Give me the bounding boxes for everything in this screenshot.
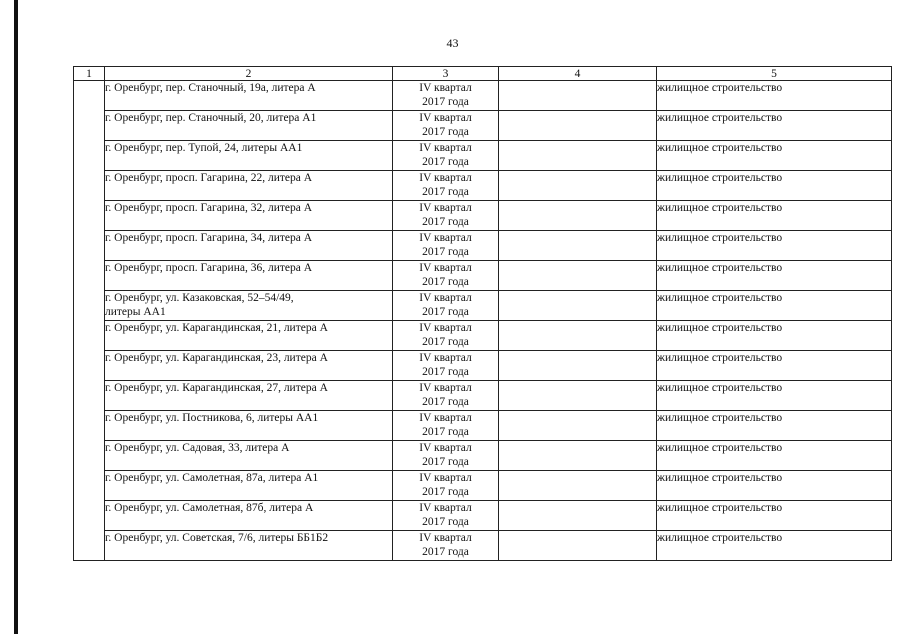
empty-cell [499, 501, 657, 531]
empty-cell [499, 531, 657, 561]
empty-cell [499, 441, 657, 471]
period-line: IV квартал [419, 412, 472, 424]
table-row [74, 111, 892, 141]
period-line: 2017 года [422, 156, 469, 168]
period-cell [393, 441, 499, 471]
period-line: 2017 года [422, 96, 469, 108]
purpose-cell: жилищное строительство [657, 231, 892, 261]
purpose-cell: жилищное строительство [657, 351, 892, 381]
period-cell [393, 141, 499, 171]
purpose-cell: жилищное строительство [657, 501, 892, 531]
table-row [74, 381, 892, 411]
period-cell [393, 531, 499, 561]
address-line: г. Оренбург, ул. Карагандинская, 23, литера А [105, 352, 328, 364]
empty-cell [499, 111, 657, 141]
period-line: IV квартал [419, 532, 472, 544]
period-line: IV квартал [419, 202, 472, 214]
period-line: 2017 года [422, 336, 469, 348]
period-line: 2017 года [422, 516, 469, 528]
empty-cell [499, 171, 657, 201]
header-col-3: 3 [393, 67, 499, 81]
table-row [74, 321, 892, 351]
land-plots-table [73, 66, 892, 561]
address-line: г. Оренбург, ул. Постникова, 6, литеры АА1 [105, 412, 319, 424]
table-row [74, 501, 892, 531]
address-line: г. Оренбург, ул. Самолетная, 87б, литера А [105, 502, 314, 514]
period-line: 2017 года [422, 366, 469, 378]
row-number-cell [74, 441, 105, 471]
row-number-cell [74, 111, 105, 141]
address-cell [105, 261, 393, 291]
period-line: 2017 года [422, 186, 469, 198]
address-line: г. Оренбург, пер. Тупой, 24, литеры АА1 [105, 142, 303, 154]
address-cell [105, 471, 393, 501]
address-line: г. Оренбург, ул. Самолетная, 87а, литера А1 [105, 472, 319, 484]
period-line: IV квартал [419, 232, 472, 244]
row-number-cell [74, 501, 105, 531]
row-number-cell [74, 291, 105, 321]
period-line: 2017 года [422, 246, 469, 258]
period-cell [393, 81, 499, 111]
period-cell [393, 351, 499, 381]
period-cell [393, 411, 499, 441]
address-line: г. Оренбург, ул. Карагандинская, 21, литера А [105, 322, 328, 334]
purpose-cell: жилищное строительство [657, 111, 892, 141]
table-row [74, 141, 892, 171]
page-number: 43 [446, 36, 459, 50]
table-row [74, 291, 892, 321]
address-cell [105, 351, 393, 381]
table-row [74, 171, 892, 201]
address-line: г. Оренбург, просп. Гагарина, 36, литера А [105, 262, 313, 274]
row-number-cell [74, 81, 105, 111]
empty-cell [499, 201, 657, 231]
period-cell [393, 171, 499, 201]
period-cell [393, 501, 499, 531]
period-line: IV квартал [419, 142, 472, 154]
period-cell [393, 261, 499, 291]
period-cell [393, 471, 499, 501]
row-number-cell [74, 231, 105, 261]
purpose-cell: жилищное строительство [657, 441, 892, 471]
table-row [74, 351, 892, 381]
period-line: IV квартал [419, 172, 472, 184]
period-line: 2017 года [422, 426, 469, 438]
period-line: IV квартал [419, 322, 472, 334]
period-line: 2017 года [422, 486, 469, 498]
purpose-cell: жилищное строительство [657, 471, 892, 501]
period-cell [393, 111, 499, 141]
period-line: IV квартал [419, 442, 472, 454]
period-line: IV квартал [419, 472, 472, 484]
address-line: г. Оренбург, просп. Гагарина, 32, литера А [105, 202, 313, 214]
period-cell [393, 381, 499, 411]
purpose-cell: жилищное строительство [657, 171, 892, 201]
period-cell [393, 291, 499, 321]
purpose-cell: жилищное строительство [657, 81, 892, 111]
purpose-cell: жилищное строительство [657, 321, 892, 351]
row-number-cell [74, 141, 105, 171]
empty-cell [499, 291, 657, 321]
purpose-cell: жилищное строительство [657, 411, 892, 441]
row-number-cell [74, 351, 105, 381]
table-body [74, 81, 892, 561]
empty-cell [499, 231, 657, 261]
address-cell [105, 441, 393, 471]
period-line: IV квартал [419, 352, 472, 364]
row-number-cell [74, 411, 105, 441]
period-line: 2017 года [422, 306, 469, 318]
empty-cell [499, 141, 657, 171]
purpose-cell: жилищное строительство [657, 141, 892, 171]
table-row [74, 81, 892, 111]
row-number-cell [74, 201, 105, 231]
period-line: IV квартал [419, 262, 472, 274]
table-row [74, 231, 892, 261]
address-line: г. Оренбург, ул. Карагандинская, 27, литера А [105, 382, 328, 394]
period-line: IV квартал [419, 292, 472, 304]
empty-cell [499, 261, 657, 291]
row-number-cell [74, 171, 105, 201]
address-cell [105, 141, 393, 171]
purpose-cell: жилищное строительство [657, 201, 892, 231]
address-line: г. Оренбург, ул. Советская, 7/6, литеры ББ1Б2 [105, 532, 329, 544]
header-col-4: 4 [499, 67, 657, 81]
table-row [74, 411, 892, 441]
address-cell [105, 501, 393, 531]
address-cell [105, 321, 393, 351]
address-cell [105, 201, 393, 231]
address-line: литеры АА1 [105, 306, 166, 318]
period-line: IV квартал [419, 82, 472, 94]
address-cell [105, 531, 393, 561]
table-row [74, 261, 892, 291]
empty-cell [499, 411, 657, 441]
period-line: IV квартал [419, 502, 472, 514]
empty-cell [499, 351, 657, 381]
period-line: 2017 года [422, 396, 469, 408]
row-number-cell [74, 381, 105, 411]
purpose-cell: жилищное строительство [657, 531, 892, 561]
row-number-cell [74, 321, 105, 351]
purpose-cell: жилищное строительство [657, 381, 892, 411]
purpose-cell: жилищное строительство [657, 261, 892, 291]
address-cell [105, 231, 393, 261]
address-line: г. Оренбург, ул. Казаковская, 52–54/49, [105, 292, 294, 304]
address-cell [105, 291, 393, 321]
address-line: г. Оренбург, просп. Гагарина, 34, литера А [105, 232, 313, 244]
address-line: г. Оренбург, пер. Станочный, 20, литера А1 [105, 112, 317, 124]
scan-edge-bar [14, 0, 18, 634]
period-cell [393, 321, 499, 351]
empty-cell [499, 321, 657, 351]
table-row [74, 471, 892, 501]
period-cell [393, 201, 499, 231]
address-cell [105, 171, 393, 201]
table-header-row [74, 67, 892, 81]
table-row [74, 441, 892, 471]
period-line: 2017 года [422, 546, 469, 558]
address-line: г. Оренбург, пер. Станочный, 19а, литера А [105, 82, 316, 94]
table-row [74, 201, 892, 231]
empty-cell [499, 471, 657, 501]
purpose-cell: жилищное строительство [657, 291, 892, 321]
period-line: IV квартал [419, 112, 472, 124]
row-number-cell [74, 471, 105, 501]
period-line: 2017 года [422, 126, 469, 138]
address-cell [105, 81, 393, 111]
header-col-1: 1 [74, 67, 105, 81]
header-col-5: 5 [657, 67, 892, 81]
header-col-2: 2 [105, 67, 393, 81]
address-line: г. Оренбург, ул. Садовая, 33, литера А [105, 442, 290, 454]
address-cell [105, 411, 393, 441]
empty-cell [499, 381, 657, 411]
period-line: 2017 года [422, 216, 469, 228]
period-line: IV квартал [419, 382, 472, 394]
address-cell [105, 111, 393, 141]
address-cell [105, 381, 393, 411]
row-number-cell [74, 261, 105, 291]
address-line: г. Оренбург, просп. Гагарина, 22, литера А [105, 172, 313, 184]
row-number-cell [74, 531, 105, 561]
empty-cell [499, 81, 657, 111]
table-row [74, 531, 892, 561]
period-line: 2017 года [422, 456, 469, 468]
period-cell [393, 231, 499, 261]
period-line: 2017 года [422, 276, 469, 288]
